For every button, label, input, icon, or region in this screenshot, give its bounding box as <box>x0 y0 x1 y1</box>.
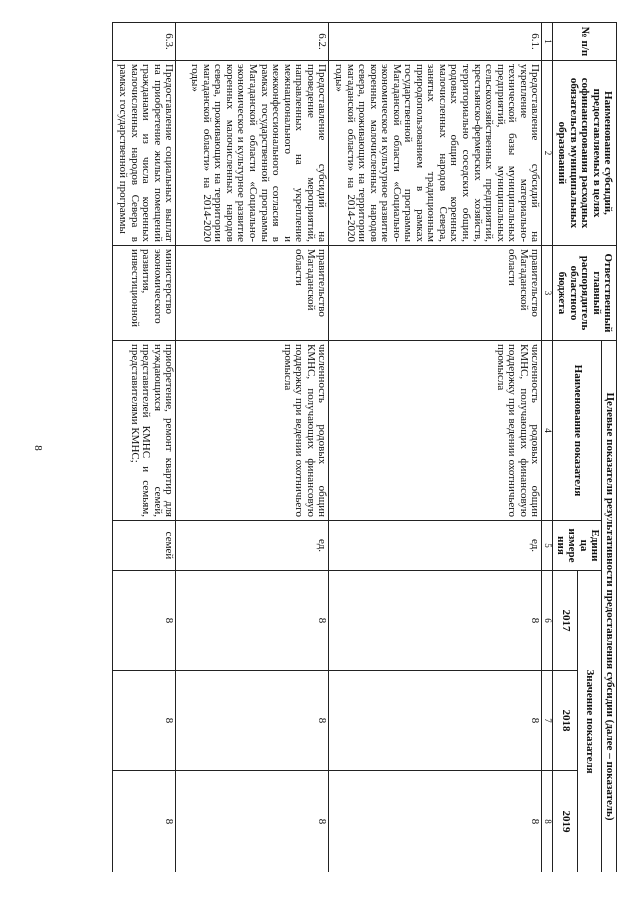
value-2018: 8 <box>113 671 176 771</box>
header-number: № п/п <box>553 23 617 61</box>
responsible-body: правительство Магаданской области <box>329 246 542 341</box>
subsidy-indicators-table-wrapper <box>62 22 617 872</box>
header-indicator-name: Наименование показателя <box>553 341 602 521</box>
col-number: 5 <box>542 521 553 571</box>
col-number: 3 <box>542 246 553 341</box>
subsidy-indicators-table <box>112 22 617 872</box>
col-number: 6 <box>542 571 553 671</box>
header-unit: Едини ца измере ния <box>553 521 602 571</box>
unit: семей <box>113 521 176 571</box>
header-2018: 2018 <box>553 671 578 771</box>
subsidy-name: Предоставление социальных выплат на приобретение жилых помещений гражданами из числа коренных малочисленных народов Севера в рамках государственной программы <box>113 61 176 246</box>
row-number: 6.3. <box>113 23 176 61</box>
unit: ед. <box>176 521 329 571</box>
indicator-name: численность родовых общин КМНС, получающих финансовую поддержку при ведении охотничьего промысла <box>176 341 329 521</box>
responsible-body: министерство экономического развития, инвестиционной <box>113 246 176 341</box>
header-indicators: Целевые показатели результативности предоставления субсидии (далее – показатель) <box>602 341 617 873</box>
value-2019: 8 <box>113 771 176 873</box>
col-number: 1 <box>542 23 553 61</box>
col-number: 8 <box>542 771 553 873</box>
header-value: Значение показателя <box>577 571 602 873</box>
table-row <box>329 23 542 873</box>
value-2019: 8 <box>176 771 329 873</box>
page-number: 8 <box>32 445 44 451</box>
indicator-name: численность родовых общин КМНС, получающих финансовую поддержку при ведении охотничьего промысла <box>329 341 542 521</box>
header-2019: 2019 <box>553 771 578 873</box>
responsible-body: правительство Магаданской области <box>176 246 329 341</box>
subsidy-name: Предоставление субсидий на укрепление материально-технической базы муниципальных предприятий, муниципальных сельскохозяйственных предприятий, крестьянско-фермерских хозяйств, территориально соседских общин, родовых общин коренных малочисленных народов Севера, занятых традиционным природопользованием в рамках государственной программы Магаданской области «Социально-экономическое и культурное развитие коренных малочисленных народов севера, проживающих на территории магаданской области» на 2014-2020 годы» <box>329 61 542 246</box>
header-responsible: Ответственный главный распорядитель областного бюджета <box>553 246 617 341</box>
indicator-name: приобретение, ремонт квартир для нуждающихся семей, представителей КМНС и семьям, представителями КМНС; <box>113 341 176 521</box>
table-row <box>113 23 176 873</box>
value-2017: 8 <box>113 571 176 671</box>
row-number: 6.1. <box>329 23 542 61</box>
value-2018: 8 <box>329 671 542 771</box>
col-number: 4 <box>542 341 553 521</box>
value-2017: 8 <box>176 571 329 671</box>
column-numbers-row <box>542 23 553 873</box>
table-row <box>176 23 329 873</box>
header-2017: 2017 <box>553 571 578 671</box>
col-number: 2 <box>542 61 553 246</box>
subsidy-name: Предоставление субсидий на проведение мероприятий, направленных на укрепление межнационального и межконфессионального согласия в рамках государственной программы Магаданской области «Социально-экономическое и культурное развитие коренных малочисленных народов севера, проживающих на территории магаданской области» на 2014-2020 годы» <box>176 61 329 246</box>
unit: ед. <box>329 521 542 571</box>
value-2018: 8 <box>176 671 329 771</box>
row-number: 6.2. <box>176 23 329 61</box>
value-2017: 8 <box>329 571 542 671</box>
rotated-table-container <box>62 22 617 872</box>
value-2019: 8 <box>329 771 542 873</box>
col-number: 7 <box>542 671 553 771</box>
header-subsidy-name: Наименование субсидий, предоставляемых в целях софинансирования расходных обязательств муниципальных образований <box>553 61 617 246</box>
